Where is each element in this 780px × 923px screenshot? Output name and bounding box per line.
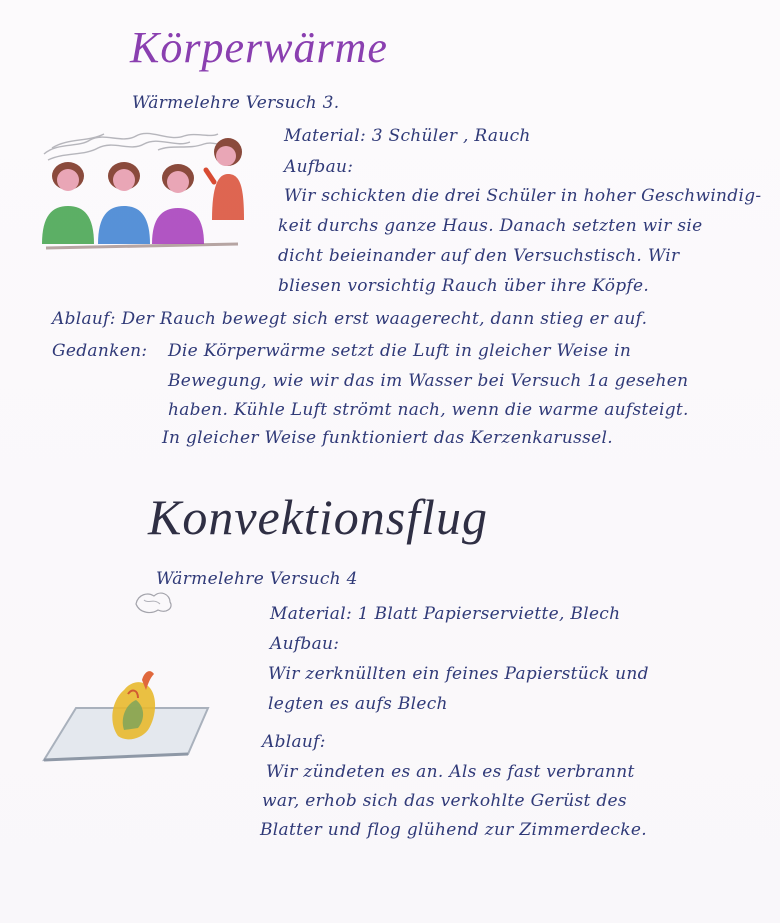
section2-ablauf-line: war, erhob sich das verkohlte Gerüst des xyxy=(262,791,627,811)
students-smoke-illustration xyxy=(38,120,248,260)
section2-material: Material: 1 Blatt Papierserviette, Blech xyxy=(270,604,621,624)
section1-gedanken-label: Gedanken: xyxy=(52,341,148,361)
student-purple xyxy=(152,164,204,244)
section1-aufbau-label: Aufbau: xyxy=(284,157,354,177)
section2-aufbau-label: Aufbau: xyxy=(270,634,340,654)
section1-gedanken-line: In gleicher Weise funktioniert das Kerzenkarussel. xyxy=(162,428,613,448)
section1-material: Material: 3 Schüler , Rauch xyxy=(284,126,531,146)
table-line xyxy=(46,244,238,248)
section2-title: Konvektionsflug xyxy=(148,489,488,545)
section1-ablauf: Ablauf: Der Rauch bewegt sich erst waagerecht, dann stieg er auf. xyxy=(52,309,648,329)
section1-aufbau-line: dicht beieinander auf den Versuchstisch. Wir xyxy=(278,246,680,266)
section1-subtitle: Wärmelehre Versuch 3. xyxy=(132,93,340,113)
section1-aufbau-line: bliesen vorsichtig Rauch über ihre Köpfe. xyxy=(278,276,650,296)
smoke xyxy=(44,133,226,160)
section1-gedanken-line: haben. Kühle Luft strömt nach, wenn die warme aufsteigt. xyxy=(168,400,689,420)
section1-aufbau-line: Wir schickten die drei Schüler in hoher Geschwindig- xyxy=(284,186,762,206)
section2-ablauf-line: Wir zündeten es an. Als es fast verbrannt xyxy=(266,762,635,782)
section1-title: Körperwärme xyxy=(130,23,388,72)
section1-gedanken-line: Die Körperwärme setzt die Luft in gleicher Weise in xyxy=(168,341,632,361)
student-blue xyxy=(98,162,150,244)
student-red xyxy=(206,138,244,220)
burning-paper-on-tray-illustration xyxy=(38,660,218,770)
section2-ablauf-label: Ablauf: xyxy=(262,732,326,752)
section2-aufbau-line: legten es aufs Blech xyxy=(268,694,448,714)
section2-subtitle: Wärmelehre Versuch 4 xyxy=(156,569,358,589)
section2-aufbau-line: Wir zerknüllten ein feines Papierstück und xyxy=(268,664,649,684)
section2-ablauf-line: Blatter und flog glühend zur Zimmerdecke. xyxy=(260,820,647,840)
section1-aufbau-line: keit durchs ganze Haus. Danach setzten wir sie xyxy=(278,216,703,236)
crumpled-paper-sketch xyxy=(132,588,176,616)
section1-gedanken-line: Bewegung, wie wir das im Wasser bei Versuch 1a gesehen xyxy=(168,371,689,391)
student-green xyxy=(42,162,94,244)
